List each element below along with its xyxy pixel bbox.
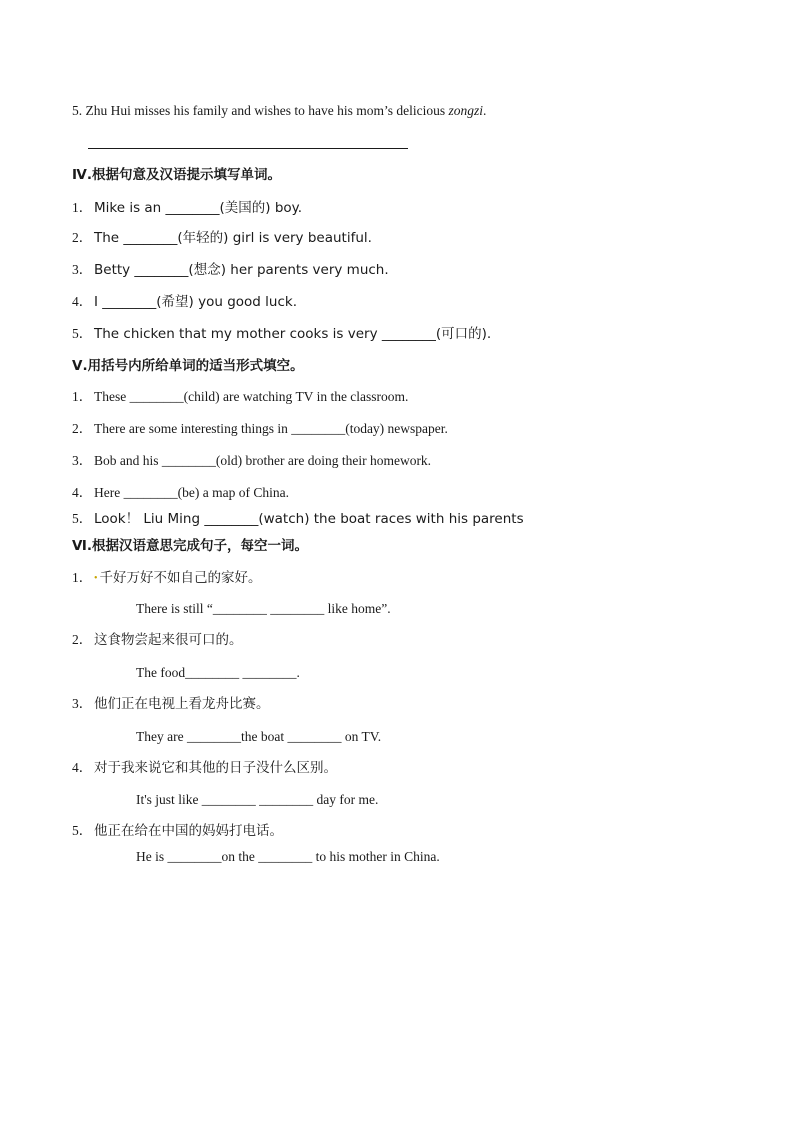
section-5-heading: Ⅴ.用括号内所给单词的适当形式填空。: [72, 358, 304, 374]
section-4-item-4: [72, 293, 297, 311]
section-6-heading: Ⅵ.根据汉语意思完成句子，每空一词。: [72, 538, 308, 554]
item-number: 4．: [72, 760, 93, 775]
section-4-item-2: [72, 229, 372, 247]
item-chinese: 这食物尝起来很可口的。: [94, 632, 243, 648]
item-number: 3．: [72, 453, 93, 468]
highlight-dot-icon: •: [94, 572, 98, 584]
item-number: 5．: [72, 823, 93, 838]
item-number: 2．: [72, 421, 93, 436]
item-number: 4．: [72, 294, 93, 309]
section-6-item-3-en: They are ________the boat ________ on TV.: [136, 729, 382, 744]
item-number: 5．: [72, 326, 93, 341]
item-text: Here ________(be) a map of China.: [94, 485, 289, 500]
section-5-item-3: [72, 452, 431, 470]
item-text: These ________(child) are watching TV in the classroom.: [94, 389, 409, 404]
section-4-item-5: [72, 325, 491, 343]
item-text: Look！ Liu Ming ________(watch) the boat races with his parents: [94, 511, 524, 527]
item-number: 3．: [72, 696, 93, 711]
item-text: I ________(希望) you good luck.: [94, 294, 297, 310]
item-number: 1．: [72, 570, 93, 585]
item-chinese: 对于我来说它和其他的日子没什么区别。: [94, 760, 337, 776]
item-5-intro-end: .: [483, 103, 487, 118]
item-number: 3．: [72, 262, 93, 277]
section-5-item-4: [72, 484, 289, 502]
section-6-item-5-cn: [72, 822, 283, 840]
section-6-item-1-en: There is still “________ ________ like home”.: [136, 601, 391, 616]
item-text: The chicken that my mother cooks is very ________(可口的).: [94, 326, 492, 342]
item-5-intro-italic: zongzi: [448, 103, 483, 118]
item-text: There are some interesting things in ________(today) newspaper.: [94, 421, 448, 436]
section-4-item-1: [72, 199, 302, 217]
section-4-item-3: [72, 261, 389, 279]
section-5-item-2: [72, 420, 448, 438]
section-6-item-5-en: He is ________on the ________ to his mother in China.: [136, 849, 440, 864]
section-6-item-2-cn: [72, 631, 243, 649]
item-number: 1．: [72, 389, 93, 404]
section-5-item-1: [72, 388, 408, 406]
item-text: Betty ________(想念) her parents very much.: [94, 262, 389, 278]
item-5-intro-text: 5. Zhu Hui misses his family and wishes to have his mom’s delicious: [72, 103, 449, 118]
item-number: 1．: [72, 200, 93, 215]
section-6-item-3-cn: [72, 695, 270, 713]
item-chinese: 千好万好不如自己的家好。: [99, 570, 262, 586]
item-chinese: 他们正在电视上看龙舟比赛。: [94, 696, 270, 712]
item-text: Bob and his ________(old) brother are doing their homework.: [94, 453, 432, 468]
section-6-item-1-cn: [72, 569, 262, 588]
section-5-item-5: [72, 510, 524, 528]
item-text: Mike is an ________(美国的) boy.: [94, 200, 303, 216]
section-4-heading: Ⅳ.根据句意及汉语提示填写单词。: [72, 167, 281, 183]
item-number: 2．: [72, 632, 93, 647]
item-number: 5．: [72, 511, 93, 526]
item-text: The ________(年轻的) girl is very beautiful.: [94, 230, 372, 246]
section-6-item-2-en: The food________ ________.: [136, 665, 300, 680]
item-5-intro: [72, 102, 486, 120]
item-number: 4．: [72, 485, 93, 500]
answer-line: [88, 148, 408, 149]
section-6-item-4-en: It's just like ________ ________ day for me.: [136, 792, 379, 807]
item-chinese: 他正在给在中国的妈妈打电话。: [94, 823, 283, 839]
section-6-item-4-cn: [72, 759, 337, 777]
item-number: 2．: [72, 230, 93, 245]
